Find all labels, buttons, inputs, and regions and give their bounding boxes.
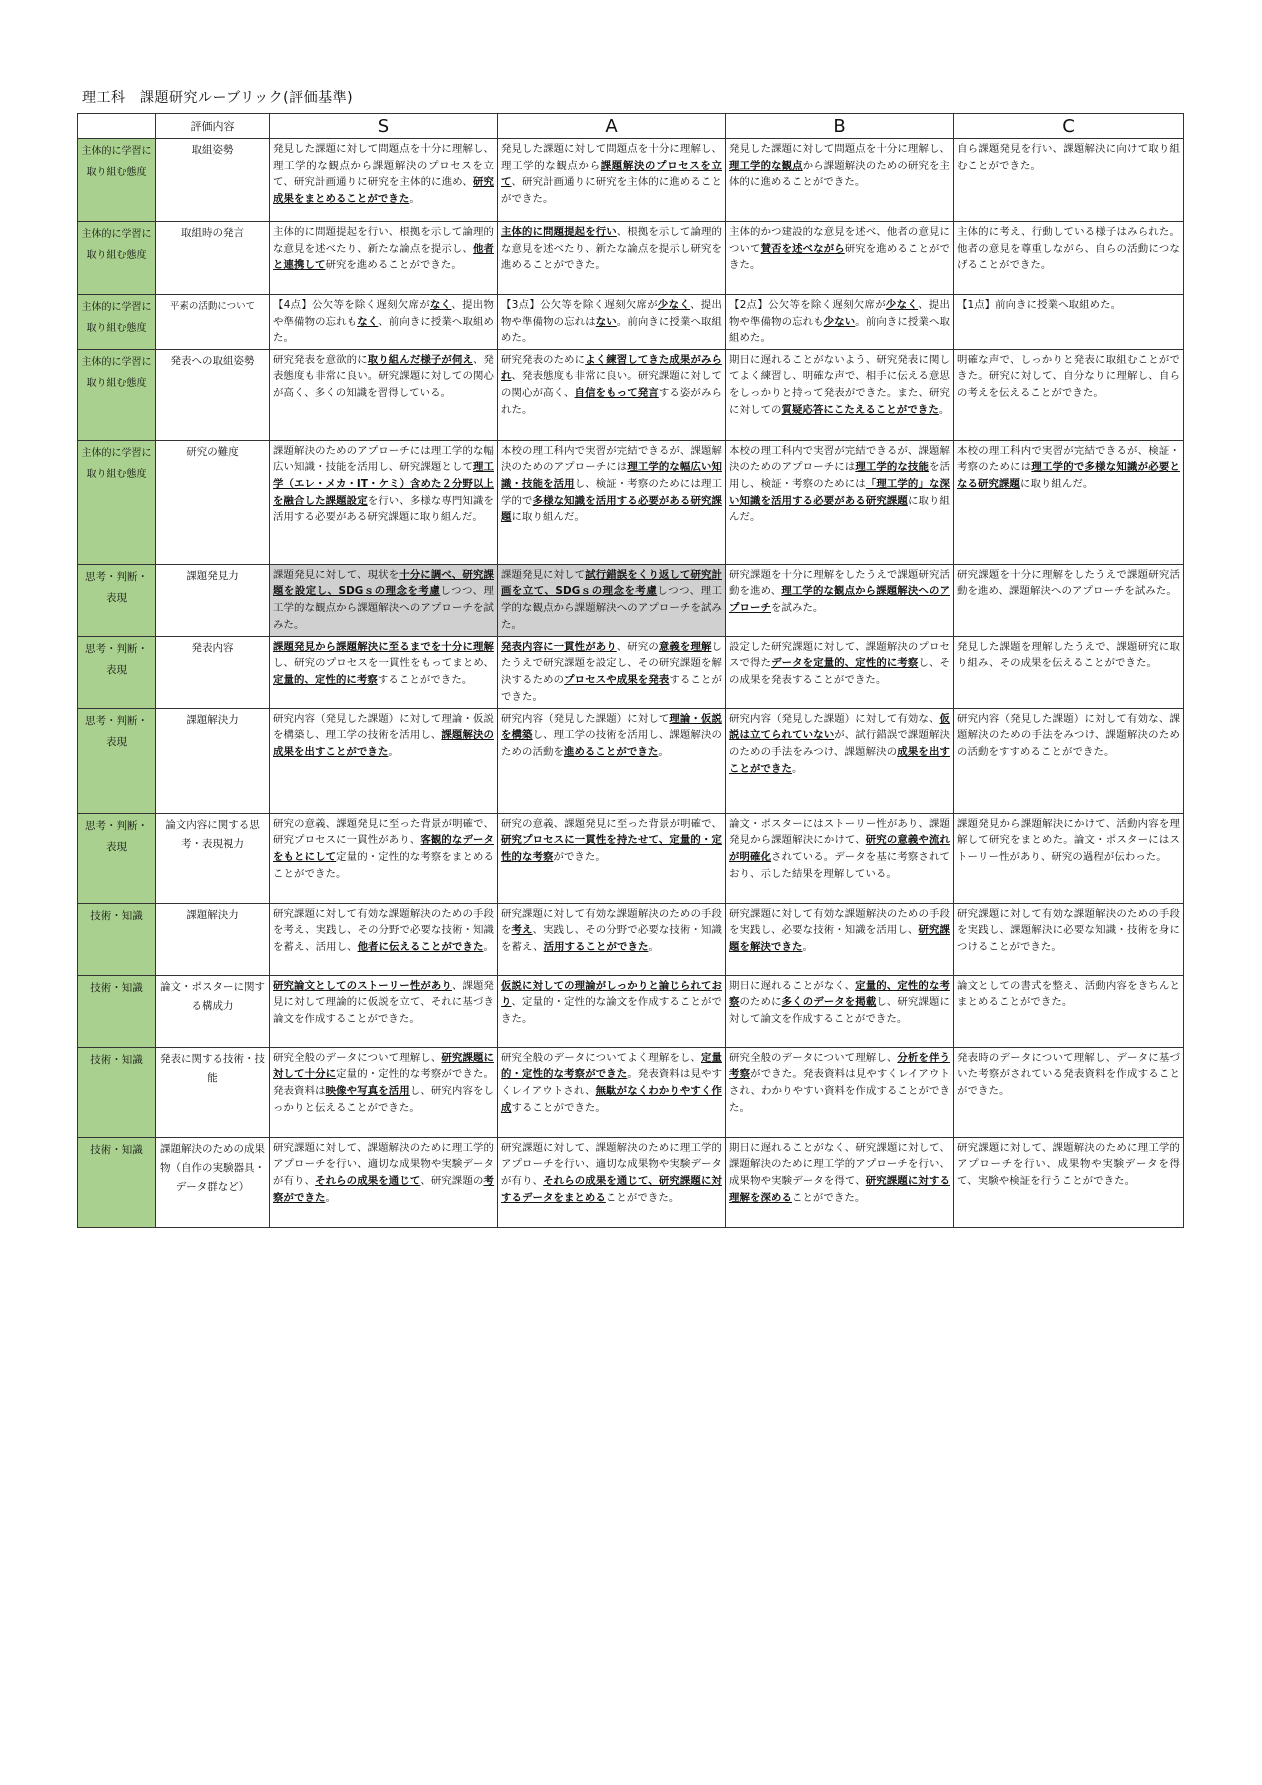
emphasis-text: 理工学的な観点から課題解決へのアプローチ [729,585,950,614]
rubric-table [77,113,1184,1228]
level-a-cell [498,295,726,350]
emphasis-text: 課題発見から課題解決に至るまでを十分に理解 [273,640,494,653]
criteria-cell: 論文内容に関する思考・表現視力 [156,813,270,903]
description-text: することができた。 [377,673,473,686]
emphasis-text: よく練習してきた成果がみられ [501,353,722,383]
description-text: することができた。 [511,1101,606,1114]
rubric-row [78,564,1184,636]
description-text: 研究を進めることができた。 [325,259,462,272]
category-cell: 思考・判断・表現 [78,636,156,708]
criteria-cell: 課題解決のための成果物（自作の実験器具・データ群など） [156,1137,270,1227]
level-a-cell [498,903,726,975]
description-text: 。 [325,1191,336,1204]
description-text: 研究全般のデータについて理解し、 [729,1051,898,1064]
emphasis-text: それらの成果を通じて [315,1174,421,1187]
description-text: に取り組んだ。 [511,511,585,524]
emphasis-text: なく [429,299,452,311]
header-criteria: 評価内容 [156,114,270,139]
emphasis-text: 主体的に問題提起を行い [501,226,617,238]
level-c-cell [954,295,1184,350]
rubric-row [78,1137,1184,1227]
emphasis-text: 少なく [885,299,919,311]
header-level-b: B [726,114,954,139]
emphasis-text: ない [595,315,617,328]
description-text: 。 [938,403,950,416]
level-b-cell [726,139,954,222]
emphasis-text: 研究論文としてのストーリー性があり [273,979,452,992]
description-text: し、検証・考察のためには理工学的で [501,477,723,507]
rubric-row [78,1047,1184,1137]
description-text: 研究の意義、課題発見に至った背景が明確で、 [501,817,722,830]
rubric-row [78,708,1184,813]
description-text: 研究課題に対して有効な課題解決のための手段を [501,907,722,937]
criteria-cell: 課題解決力 [156,708,270,813]
level-s-cell [270,222,498,295]
category-cell: 技術・知識 [78,1137,156,1227]
criteria-cell: 発表への取組姿勢 [156,349,270,440]
level-b-cell [726,440,954,564]
category-cell: 技術・知識 [78,975,156,1047]
description-text: 本校の理工科内で実習が完結できるが、課題解決のためのアプローチには [501,444,722,474]
category-cell: 思考・判断・表現 [78,564,156,636]
emphasis-text: 十分に調べ、研究課題を設定し、SDGｓの理念を考慮 [273,568,494,598]
rubric-row [78,813,1184,903]
criteria-cell: 課題解決力 [156,903,270,975]
emphasis-text: 試行錯誤をくり返して研究計画を立て、SDGｓの理念を考慮 [501,568,722,598]
emphasis-text: 研究課題に対して十分に [273,1051,495,1081]
emphasis-text: 課題解決の成果を出すことができた [273,729,494,758]
description-text: 課題発見に対して、現状を [273,568,400,581]
description-text: 設定した研究課題に対して、課題解決のプロセスで得た [729,640,950,670]
criteria-cell: 研究の難度 [156,440,270,564]
emphasis-text: 他者と連携して [273,242,494,272]
emphasis-text: 取り組んだ様子が伺え [367,353,473,366]
description-text: 課題発見から課題解決にかけて、活動内容を理解して研究をまとめた。論文・ポスターにはストーリー性があり、研究の過程が伝わった。 [957,817,1180,863]
criteria-cell: 発表内容 [156,636,270,708]
emphasis-text: 理工学的な技能 [855,461,929,474]
description-text: し、理工学の技術を活用し、課題解決のための活動を [501,729,722,758]
description-text: 、研究計画通りに研究を主体的に進めることができた。 [501,176,722,205]
header-level-s: S [270,114,498,139]
description-text: 。 [791,762,803,775]
emphasis-text: 多様な知識を活用する必要がある研究課題 [501,494,722,524]
description-text: 。前向きに授業へ取組めた。 [501,315,723,345]
category-cell: 主体的に学習に取り組む態度 [78,222,156,295]
emphasis-text: 定量的、定性的に考察 [273,673,378,686]
description-text: 。 [802,940,813,953]
criteria-cell: 取組時の発言 [156,222,270,295]
rubric-row [78,222,1184,295]
description-text: 。 [483,940,494,953]
description-text: 研究課題に対して有効な課題解決のための手段を考え、実践し、その分野で必要な技術・知識を蓄え、活用し、 [273,907,494,953]
level-s-cell [270,813,498,903]
level-s-cell [270,295,498,350]
description-text: 主体的に考え、行動している様子はみられた。他者の意見を尊重しながら、自らの活動につなげることができた。 [957,226,1180,272]
emphasis-text: データを定量的、定性的に考察 [771,657,919,670]
description-text: 研究課題に対して有効な課題解決のための手段を実践し、必要な技術・知識を活用し、 [729,907,950,937]
description-text: 期日に遅れることがないよう、研究発表に関してよく練習し、明確な声で、相手に伝える意思をしっかりと持って発表ができた。また、研究に対しての [729,353,950,416]
level-s-cell [270,708,498,813]
description-text: を行い、多様な専門知識を活用する必要がある研究課題に取り組んだ。 [273,494,494,524]
criteria-cell: 平素の活動について [156,295,270,350]
description-text: し、研究のプロセスを一貫性をもってまとめ、 [273,657,494,670]
description-text: されている。データを基に考察されており、示した結果を理解している。 [729,850,950,880]
description-text: 発見した課題に対して問題点を十分に理解し、理工学的な観点から [501,143,722,172]
description-text: 研究課題に対して、課題解決のために理工学的アプローチを行い、適切な成果物や実験データが有り、 [501,1141,722,1187]
emphasis-text: 理論・仮説を構築 [501,712,722,742]
description-text: が、試行錯誤で課題解決のための手法をみつけ、課題解決の [729,729,950,758]
description-text: 研究課題に対して、課題解決のために理工学的アプローチを行い、成果物や実験データを得て、実験や検証を行うことができた。 [957,1141,1180,1187]
rubric-row [78,139,1184,222]
emphasis-text: 定量的・定性的な考察ができた [501,1051,722,1081]
description-text: 。 [409,192,420,205]
level-c-cell [954,1047,1184,1137]
description-text: 研究課題を十分に理解をしたうえで課題研究活動を進め、 [729,568,950,598]
level-a-cell [498,1137,726,1227]
level-b-cell [726,813,954,903]
emphasis-text: 質疑応答にこたえることができた [781,403,939,416]
criteria-cell: 課題発見力 [156,564,270,636]
description-text: 研究全般のデータについて理解し、 [273,1051,442,1064]
description-text: 。前向きに授業へ取組めた。 [729,315,950,345]
description-text: 。発表資料は見やすくレイアウトされ、 [501,1068,723,1097]
category-cell: 主体的に学習に取り組む態度 [78,139,156,222]
level-s-cell [270,440,498,564]
level-s-cell [270,1047,498,1137]
description-text: する姿がみられた。 [501,386,722,416]
emphasis-text: 課題解決のプロセスを立て [501,159,722,189]
description-text: に取り組んだ。 [1019,477,1094,490]
description-text: 、課題発見に対して理論的に仮説を立て、それに基づき論文を作成することができた。 [273,979,495,1025]
description-text: 定量的・定性的な考察をまとめることができた。 [273,850,494,880]
emphasis-text: 理工学的で多様な知識が必要となる研究課題 [957,461,1180,490]
level-s-cell [270,1137,498,1227]
header-level-c: C [954,114,1184,139]
emphasis-text: 考察ができた [273,1174,495,1204]
emphasis-text: 分析を伴う考察 [729,1051,951,1081]
level-c-cell [954,975,1184,1047]
emphasis-text: 考え [511,924,533,937]
emphasis-text: 発表内容に一貫性があり [501,640,617,653]
rubric-body [78,139,1184,1228]
description-text: に取り組んだ。 [729,494,951,524]
emphasis-text: 研究成果をまとめることができた [273,176,494,205]
description-text: 。 [658,745,669,758]
description-text: 本校の理工科内で実習が完結できるが、検証・考察のためには [957,444,1180,474]
level-c-cell [954,564,1184,636]
level-s-cell [270,139,498,222]
emphasis-text: 少なく [657,299,691,311]
description-text: 発表時のデータについて理解し、データに基づいた考察がされている発表資料を作成することができた。 [957,1051,1180,1097]
description-text: 発見した課題を理解したうえで、課題研究に取り組み、その成果を伝えることができた。 [957,640,1180,670]
document-title: 理工科 課題研究ルーブリック(評価基準) [82,90,354,106]
description-text: 、定量的・定性的な論文を作成することができた。 [501,996,722,1025]
level-a-cell [498,813,726,903]
emphasis-text: なく [357,315,379,328]
description-text: 本校の理工科内で実習が完結できるが、課題解決のためのアプローチには [729,444,950,474]
description-text: 、実践し、その分野で必要な技術・知識を蓄え、 [501,924,722,953]
level-b-cell [726,222,954,295]
description-text: 、研究課題の [420,1174,484,1187]
level-b-cell [726,708,954,813]
description-text: ができた。発表資料は見やすくレイアウトされ、わかりやすい資料を作成することができた。 [729,1068,950,1114]
level-s-cell [270,636,498,708]
description-text: し、その成果を発表することができた。 [729,657,950,686]
description-text: 主体的かつ建設的な意見を述べ、他者の意見について [729,226,950,255]
level-c-cell [954,440,1184,564]
level-c-cell [954,1137,1184,1227]
criteria-cell: 論文・ポスターに関する構成力 [156,975,270,1047]
description-text: 。 [648,940,659,953]
category-cell: 主体的に学習に取り組む態度 [78,440,156,564]
emphasis-text: 意義を理解 [658,640,712,653]
description-text: 、発表態度も非常に良い。研究課題に対しての関心が高く、多くの知識を習得している。 [273,353,494,399]
category-cell: 技術・知識 [78,903,156,975]
description-text: 、提出物や準備物の忘れは [501,299,722,328]
emphasis-text: 映像や写真を活用 [325,1084,410,1097]
emphasis-text: 研究の意義や流れが明確化 [729,834,950,863]
rubric-row [78,975,1184,1047]
level-s-cell [270,564,498,636]
level-b-cell [726,564,954,636]
level-a-cell [498,564,726,636]
description-text: 定量的・定性的な考察ができた。発表資料は [273,1068,494,1097]
description-text: 、提出物や準備物の忘れも [273,299,495,328]
header-level-a: A [498,114,726,139]
description-text: 研究内容（発見した課題）に対して有効な、課題解決のための手法をみつけ、課題解決のための活動をすすめることができた。 [957,712,1180,758]
level-a-cell [498,975,726,1047]
category-cell: 主体的に学習に取り組む態度 [78,295,156,350]
emphasis-text: 客観的なデータをもとにして [273,834,494,863]
level-c-cell [954,139,1184,222]
description-text: から課題解決のための研究を主体的に進めることができた。 [729,159,951,189]
description-text: 研究全般のデータについてよく理解をし、 [501,1051,701,1064]
level-b-cell [726,295,954,350]
description-text: 主体的に問題提起を行い、根拠を示して論理的な意見を述べたり、新たな論点を提示し、 [273,226,494,255]
emphasis-text: 理工学的な観点 [729,159,803,172]
category-cell: 思考・判断・表現 [78,708,156,813]
emphasis-text: 多くのデータを掲載 [781,996,877,1009]
description-text: 。 [388,745,399,758]
description-text: し、研究課題に対して論文を作成することができた。 [729,996,950,1025]
emphasis-text: 理工学的な幅広い知識・技能を活用 [501,461,723,490]
emphasis-text: 自信をもって発言 [574,386,659,399]
description-text: し、研究内容をしっかりと伝えることができた。 [273,1084,494,1114]
description-text: 自ら課題発見を行い、課題解決に向けて取り組むことができた。 [957,143,1180,172]
description-text: 研究内容（発見した課題）に対して理論・仮説を構築し、理工学の技術を活用し、 [273,712,494,742]
description-text: 研究内容（発見した課題）に対して有効な、 [729,712,940,725]
emphasis-text: 「理工学的」な深い知識を活用する必要がある研究課題 [729,477,950,507]
emphasis-text: 定量的、定性的な考察 [729,979,950,1009]
description-text: 研究課題を十分に理解をしたうえで課題研究活動を進め、課題解決へのアプローチを試みた。 [957,568,1180,598]
level-b-cell [726,349,954,440]
description-text: のために [739,996,782,1009]
description-text: 【2点】公欠等を除く遅刻欠席が [729,299,886,311]
description-text: することができた。 [501,673,722,703]
level-a-cell [498,139,726,222]
description-text: 【1点】前向きに授業へ取組めた。 [957,299,1122,311]
description-text: 発見した課題に対して問題点を十分に理解し、 [729,143,950,155]
description-text: 論文・ポスターにはストーリー性があり、課題発見から課題解決にかけて、 [729,817,950,847]
level-b-cell [726,1137,954,1227]
level-s-cell [270,975,498,1047]
description-text: 研究発表を意欲的に [273,353,368,366]
header-corner [78,114,156,139]
description-text: 、研究の [616,640,659,653]
emphasis-text: 仮説に対しての理論がしっかりと論じられており [501,979,722,1009]
rubric-row [78,295,1184,350]
level-s-cell [270,903,498,975]
emphasis-text: それらの成果を通じて、研究課題に対するデータをまとめる [501,1174,722,1204]
level-a-cell [498,349,726,440]
description-text: 課題発見に対して [501,568,586,581]
level-a-cell [498,708,726,813]
level-c-cell [954,813,1184,903]
emphasis-text: 他者に伝えることができた [357,940,484,953]
description-text: 研究課題に対して有効な課題解決のための手段を実践し、課題解決に必要な知識・技術を身につけることができた。 [957,907,1180,953]
description-text: を活用し、検証・考察のためには [729,461,951,490]
description-text: 【3点】公欠等を除く遅刻欠席が [501,299,658,311]
description-text: 、前向きに授業へ取組めた。 [273,315,494,345]
level-c-cell [954,708,1184,813]
emphasis-text: 研究課題に対する理解を深める [729,1174,950,1204]
description-text: 明確な声で、しっかりと発表に取組むことができた。研究に対して、自分なりに理解し、自らの考えを伝えることができた。 [957,353,1180,399]
rubric-row [78,636,1184,708]
description-text: 研究を進めることができた。 [729,242,950,272]
description-text: 課題解決のためのアプローチには理工学的な幅広い知識・技能を活用し、研究課題として [273,444,494,474]
description-text: ことができた。 [791,1191,866,1204]
description-text: ことができた。 [605,1191,680,1204]
rubric-row [78,903,1184,975]
description-text: 、根拠を示して論理的な意見を述べたり、新たな論点を提示し研究を進めることができた。 [501,226,722,272]
level-b-cell [726,975,954,1047]
emphasis-text: プロセスや成果を発表 [564,673,670,686]
emphasis-text: 研究課題を解決できた [729,924,950,953]
emphasis-text: 賛否を述べながら [760,242,845,255]
description-text: 研究内容（発見した課題）に対して [501,712,670,725]
level-s-cell [270,349,498,440]
description-text: 研究発表のために [501,353,586,366]
emphasis-text: 研究プロセスに一貫性を持たせて、定量的・定性的な考察 [501,834,722,863]
description-text: したうえで研究課題を設定し、その研究課題を解決するための [501,640,722,686]
level-a-cell [498,1047,726,1137]
rubric-row [78,349,1184,440]
description-text: しつつ、理工学的な観点から課題解決へのアプローチを試みた。 [501,585,722,631]
description-text: を試みた。 [770,601,824,614]
description-text: しつつ、理工学的な観点から課題解決へのアプローチを試みた。 [273,585,494,631]
level-b-cell [726,636,954,708]
emphasis-text: 仮説は立てられていない [729,712,950,742]
level-a-cell [498,222,726,295]
description-text: 論文としての書式を整え、活動内容をきちんとまとめることができた。 [957,979,1180,1009]
emphasis-text: 進めることができた [563,745,659,758]
description-text: 、提出物や準備物の忘れも [729,299,950,328]
level-b-cell [726,1047,954,1137]
description-text: 発見した課題に対して問題点を十分に理解し、理工学的な観点から課題解決のプロセスを立て、研究計画通りに研究を主体的に進め、 [273,143,494,189]
level-a-cell [498,636,726,708]
level-c-cell [954,636,1184,708]
emphasis-text: 無駄がなくわかりやすく作成 [501,1084,722,1114]
description-text: 研究の意義、課題発見に至った背景が明確で、研究プロセスに一貫性があり、 [273,817,494,847]
description-text: 期日に遅れることがなく、研究課題に対して、課題解決のために理工学的アプローチを行い、成果物や実験データを得て、 [729,1141,950,1187]
category-cell: 思考・判断・表現 [78,813,156,903]
description-text: 研究課題に対して、課題解決のために理工学的アプローチを行い、適切な成果物や実験データが有り、 [273,1141,494,1187]
rubric-row [78,440,1184,564]
emphasis-text: 少ない [823,315,856,328]
emphasis-text: 理工学（エレ・メカ・IT・ケミ）含めた２分野以上を融合した課題設定 [273,461,494,507]
description-text: ができた。 [553,850,606,863]
level-b-cell [726,903,954,975]
level-a-cell [498,440,726,564]
description-text: 、発表態度も非常に良い。研究課題に対しての関心が高く、 [501,370,722,399]
criteria-cell: 取組姿勢 [156,139,270,222]
category-cell: 技術・知識 [78,1047,156,1137]
level-c-cell [954,349,1184,440]
level-c-cell [954,222,1184,295]
category-cell: 主体的に学習に取り組む態度 [78,349,156,440]
level-c-cell [954,903,1184,975]
description-text: 【4点】公欠等を除く遅刻欠席が [273,299,430,311]
emphasis-text: 活用することができた [543,940,649,953]
header-row [78,114,1184,139]
emphasis-text: 成果を出すことができた [729,745,950,775]
description-text: 期日に遅れることがなく、 [729,979,856,992]
criteria-cell: 発表に関する技術・技能 [156,1047,270,1137]
